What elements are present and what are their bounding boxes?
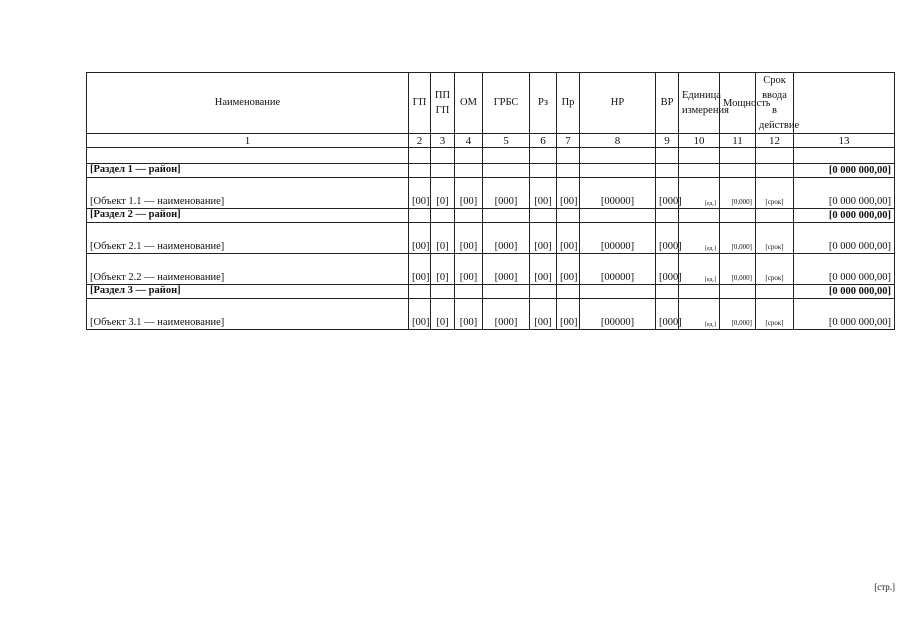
col-header-rz: Рз [530, 73, 557, 134]
row-rz: [00] [530, 299, 557, 330]
section-amount: [0 000 000,00] [794, 285, 895, 299]
col-number: 13 [794, 134, 895, 148]
row-capacity: [0,000] [720, 178, 756, 209]
row-pp-gp: [0] [431, 254, 455, 285]
empty-cell [656, 285, 679, 299]
budget-table-sheet [86, 72, 894, 330]
col-number: 8 [580, 134, 656, 148]
row-rz: [00] [530, 178, 557, 209]
empty-cell [409, 285, 431, 299]
empty-cell [580, 285, 656, 299]
row-amount: [0 000 000,00] [794, 178, 895, 209]
row-grbs: [000] [483, 254, 530, 285]
empty-cell [580, 164, 656, 178]
empty-cell [530, 285, 557, 299]
header-row [87, 73, 895, 134]
col-header-vr: ВР [656, 73, 679, 134]
row-pr: [00] [557, 254, 580, 285]
row-nr: [00000] [580, 254, 656, 285]
col-header-unit: Единица измерения [679, 73, 720, 134]
table-row [87, 254, 895, 285]
row-term: [срок] [756, 223, 794, 254]
col-number: 3 [431, 134, 455, 148]
section-name: [Раздел 2 — район] [87, 209, 409, 223]
row-pr: [00] [557, 299, 580, 330]
col-header-om: ОМ [455, 73, 483, 134]
col-header-pr: Пр [557, 73, 580, 134]
row-pr: [00] [557, 223, 580, 254]
col-header-term: Срок ввода в действие [756, 73, 794, 134]
section-name: [Раздел 1 — район] [87, 164, 409, 178]
table-body [87, 164, 895, 330]
empty-cell [557, 164, 580, 178]
section-row [87, 209, 895, 223]
row-pr: [00] [557, 178, 580, 209]
row-gp: [00] [409, 178, 431, 209]
column-number-row [87, 134, 895, 148]
empty-cell [679, 209, 720, 223]
empty-cell [756, 285, 794, 299]
row-unit: [ед.] [679, 299, 720, 330]
section-row [87, 285, 895, 299]
empty-cell [431, 164, 455, 178]
empty-cell [756, 209, 794, 223]
row-unit: [ед.] [679, 178, 720, 209]
empty-cell [409, 164, 431, 178]
row-grbs: [000] [483, 223, 530, 254]
col-header-capacity: Мощность [720, 73, 756, 134]
row-name: [Объект 2.1 — наименование] [87, 223, 409, 254]
empty-cell [679, 285, 720, 299]
empty-cell [557, 285, 580, 299]
col-header-amount [794, 73, 895, 134]
row-capacity: [0,000] [720, 299, 756, 330]
row-amount: [0 000 000,00] [794, 254, 895, 285]
section-amount: [0 000 000,00] [794, 209, 895, 223]
section-row [87, 164, 895, 178]
row-om: [00] [455, 299, 483, 330]
row-nr: [00000] [580, 178, 656, 209]
row-unit: [ед.] [679, 223, 720, 254]
row-name: [Объект 1.1 — наименование] [87, 178, 409, 209]
row-vr: [000] [656, 223, 679, 254]
empty-cell [455, 164, 483, 178]
col-header-nr: НР [580, 73, 656, 134]
capital-works-table [86, 72, 895, 330]
row-rz: [00] [530, 223, 557, 254]
row-term: [срок] [756, 299, 794, 330]
section-name: [Раздел 3 — район] [87, 285, 409, 299]
row-capacity: [0,000] [720, 254, 756, 285]
page-number: [стр.] [874, 582, 895, 592]
empty-cell [530, 164, 557, 178]
spacer-row [87, 148, 895, 164]
empty-cell [720, 285, 756, 299]
col-number: 2 [409, 134, 431, 148]
col-header-grbs: ГРБС [483, 73, 530, 134]
empty-cell [679, 164, 720, 178]
empty-cell [483, 209, 530, 223]
empty-cell [431, 285, 455, 299]
col-number: 1 [87, 134, 409, 148]
row-name: [Объект 2.2 — наименование] [87, 254, 409, 285]
row-vr: [000] [656, 254, 679, 285]
row-om: [00] [455, 178, 483, 209]
empty-cell [656, 164, 679, 178]
empty-cell [756, 164, 794, 178]
row-term: [срок] [756, 254, 794, 285]
empty-cell [483, 164, 530, 178]
col-header-gp: ГП [409, 73, 431, 134]
row-om: [00] [455, 223, 483, 254]
empty-cell [656, 209, 679, 223]
row-amount: [0 000 000,00] [794, 223, 895, 254]
row-nr: [00000] [580, 223, 656, 254]
col-number: 9 [656, 134, 679, 148]
row-gp: [00] [409, 254, 431, 285]
col-number: 10 [679, 134, 720, 148]
empty-cell [530, 209, 557, 223]
section-amount: [0 000 000,00] [794, 164, 895, 178]
row-pp-gp: [0] [431, 223, 455, 254]
empty-cell [483, 285, 530, 299]
col-number: 7 [557, 134, 580, 148]
col-header-name: Наименование [87, 73, 409, 134]
row-vr: [000] [656, 299, 679, 330]
empty-cell [580, 209, 656, 223]
row-capacity: [0,000] [720, 223, 756, 254]
table-row [87, 223, 895, 254]
row-amount: [0 000 000,00] [794, 299, 895, 330]
row-gp: [00] [409, 299, 431, 330]
row-grbs: [000] [483, 178, 530, 209]
col-header-pp-gp: ПП ГП [431, 73, 455, 134]
row-unit: [ед.] [679, 254, 720, 285]
empty-cell [455, 285, 483, 299]
row-pp-gp: [0] [431, 299, 455, 330]
row-term: [срок] [756, 178, 794, 209]
col-number: 5 [483, 134, 530, 148]
col-number: 11 [720, 134, 756, 148]
row-om: [00] [455, 254, 483, 285]
table-row [87, 299, 895, 330]
empty-cell [720, 209, 756, 223]
empty-cell [557, 209, 580, 223]
empty-cell [455, 209, 483, 223]
empty-cell [431, 209, 455, 223]
row-vr: [000] [656, 178, 679, 209]
col-number: 12 [756, 134, 794, 148]
empty-cell [720, 164, 756, 178]
col-number: 4 [455, 134, 483, 148]
table-row [87, 178, 895, 209]
row-rz: [00] [530, 254, 557, 285]
row-name: [Объект 3.1 — наименование] [87, 299, 409, 330]
row-grbs: [000] [483, 299, 530, 330]
row-gp: [00] [409, 223, 431, 254]
row-pp-gp: [0] [431, 178, 455, 209]
col-number: 6 [530, 134, 557, 148]
empty-cell [409, 209, 431, 223]
row-nr: [00000] [580, 299, 656, 330]
